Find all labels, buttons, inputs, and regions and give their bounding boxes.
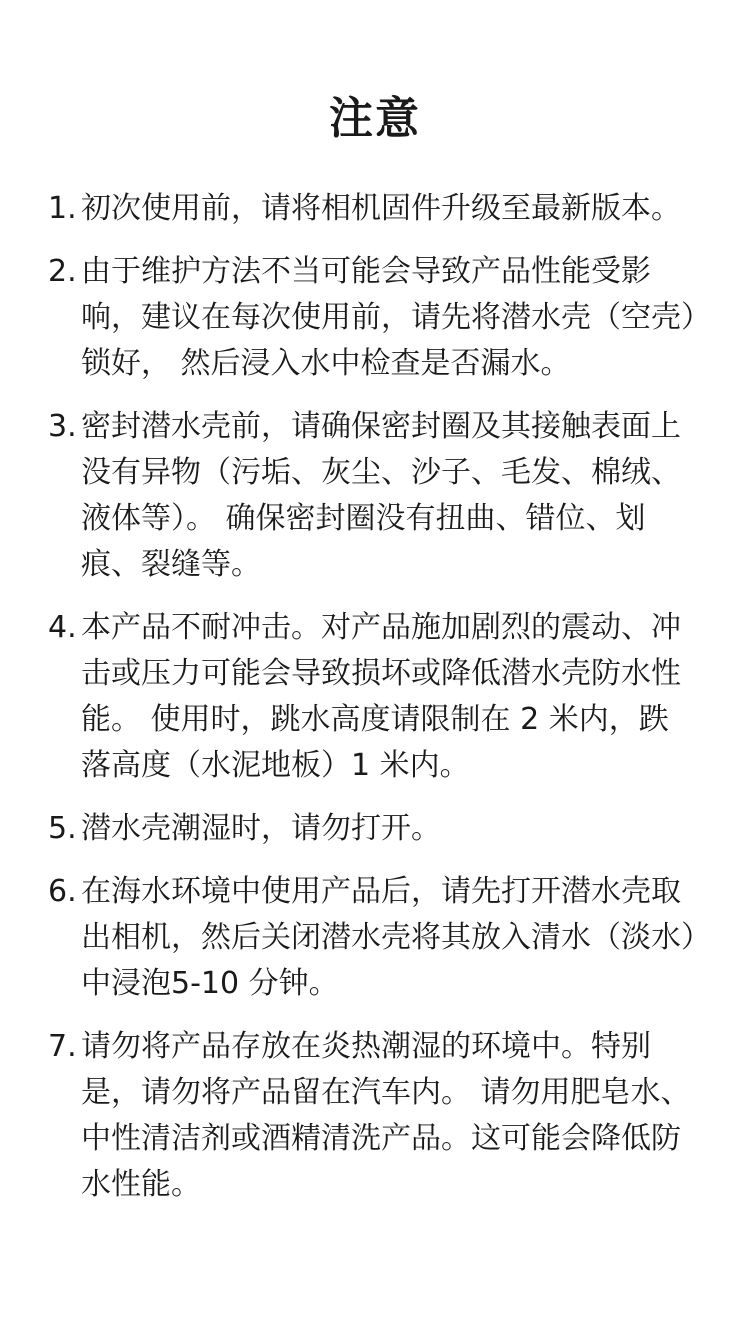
item-number: 5. — [48, 811, 77, 846]
list-item — [48, 249, 698, 387]
list-item — [48, 1024, 698, 1208]
item-text: 密封潜水壳前，请确保密封圈及其接触表面上没有异物（污垢、灰尘、沙子、毛发、棉绒、液体等）。 确保密封圈没有扭曲、错位、划痕、裂缝等。 — [81, 409, 681, 582]
notes-list — [48, 186, 698, 1225]
item-number: 2. — [48, 254, 77, 289]
item-text: 潜水壳潮湿时，请勿打开。 — [81, 811, 441, 846]
item-text: 在海水环境中使用产品后，请先打开潜水壳取出相机，然后关闭潜水壳将其放入清水（淡水）中浸泡5-10 分钟。 — [81, 874, 696, 1001]
list-item — [48, 404, 698, 588]
item-text: 本产品不耐冲击。对产品施加剧烈的震动、冲击或压力可能会导致损坏或降低潜水壳防水性能。 使用时，跳水高度请限制在 2 米内，跌落高度（水泥地板）1 米内。 — [81, 610, 681, 783]
item-number: 7. — [48, 1029, 77, 1064]
list-item — [48, 869, 698, 1007]
item-number: 4. — [48, 610, 77, 645]
item-text: 请勿将产品存放在炎热潮湿的环境中。特别是，请勿将产品留在汽车内。 请勿用肥皂水、中性清洁剂或酒精清洗产品。这可能会降低防水性能。 — [81, 1029, 691, 1202]
item-text: 初次使用前，请将相机固件升级至最新版本。 — [81, 191, 681, 226]
item-text: 由于维护方法不当可能会导致产品性能受影响，建议在每次使用前，请先将潜水壳（空壳）锁好， 然后浸入水中检查是否漏水。 — [81, 254, 696, 381]
item-number: 1. — [48, 191, 77, 226]
list-item — [48, 605, 698, 789]
item-number: 3. — [48, 409, 77, 444]
list-item — [48, 806, 698, 852]
item-number: 6. — [48, 874, 77, 909]
list-item — [48, 186, 698, 232]
page-title: 注意 — [329, 93, 421, 144]
